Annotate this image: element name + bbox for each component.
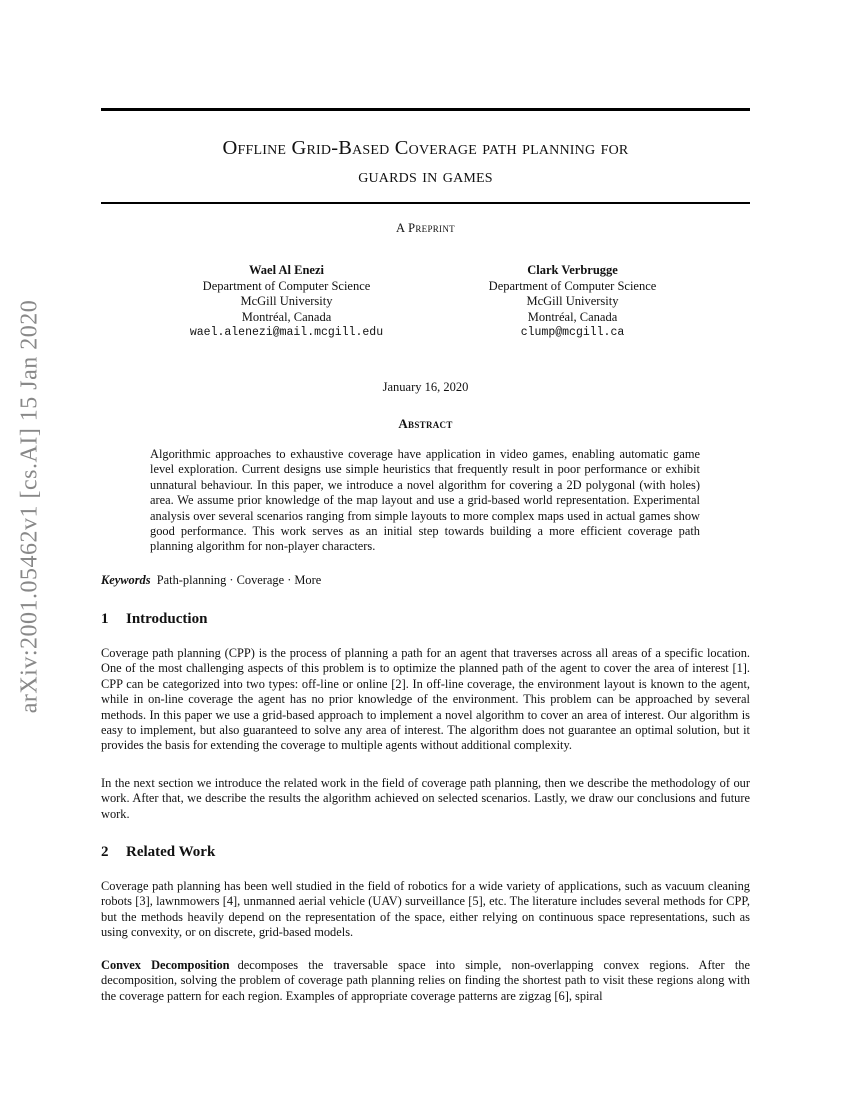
- section-title: Related Work: [126, 844, 216, 860]
- author-university: McGill University: [526, 294, 619, 308]
- convex-decomposition-paragraph: [101, 958, 750, 1004]
- author-block-1: [170, 263, 403, 341]
- title-line-2: guards in games: [358, 165, 493, 187]
- author-department: Department of Computer Science: [488, 278, 657, 293]
- paper-title: [101, 134, 750, 190]
- intro-paragraph-1: Coverage path planning (CPP) is the process of planning a path for an agent that traverses across all areas of a specific location. One of the most challenging aspects of this problem is to optimize the planned path of the agent to cover the area of interest [1]. CPP can be categorized into two types: off-line or online [2]. In off-line coverage, the environment layout is known to the agent, while in on-line coverage the agent has no prior knowledge of the environment. This problem can be approached by several methods. In this paper we use a grid-based approach to implement a novel algorithm to cover an area of interest. Our algorithm is easy to implement, but also guaranteed to solve any area of interest. The algorithm does not guarantee an optimal solution, but it provides the basis for extending the coverage to multiple agents without additional complexity.: [101, 646, 750, 753]
- author-block-2: [456, 263, 689, 341]
- intro-paragraph-2: In the next section we introduce the related work in the field of coverage path planning, then we describe the methodology of our work. After that, we describe the results the algorithm achieved on selected scenarios. Lastly, we draw our conclusions and future work.: [101, 776, 750, 821]
- runin-text: decomposes the traversable space into simple, non-overlapping convex regions. After the decomposition, solving the problem of coverage path planning relies on finding the shortest path to visit these regions along with the coverage pattern for each region. Examples of appropriate coverage patterns are zigzag [6], spiral: [101, 958, 750, 1003]
- keywords-label: Keywords: [101, 573, 151, 587]
- section-heading-related-work: [101, 844, 215, 861]
- abstract-heading: Abstract: [398, 416, 453, 431]
- paper-date: January 16, 2020: [382, 380, 469, 394]
- author-email[interactable]: clump@mcgill.ca: [520, 326, 625, 339]
- author-location: Montréal, Canada: [527, 309, 618, 324]
- section-number: 1: [101, 611, 109, 627]
- arxiv-stamp-text: arXiv:2001.05462v1 [cs.AI] 15 Jan 2020: [16, 299, 43, 714]
- author-department: Department of Computer Science: [202, 278, 371, 293]
- preprint-label: A Preprint: [396, 221, 455, 235]
- author-email[interactable]: wael.alenezi@mail.mcgill.edu: [189, 326, 384, 339]
- title-line-1: Offline Grid-Based Coverage path planning for: [222, 137, 629, 159]
- section-title: Introduction: [126, 611, 208, 627]
- author-university: McGill University: [240, 294, 333, 308]
- author-location: Montréal, Canada: [241, 309, 332, 324]
- keywords-text: Path-planning · Coverage · More: [156, 573, 322, 587]
- keywords-line: [101, 573, 750, 588]
- title-rule-bottom: [101, 202, 750, 204]
- runin-heading: Convex Decomposition: [101, 958, 230, 972]
- abstract-text: Algorithmic approaches to exhaustive coverage have application in video games, enabling automatic game level exploration. Current designs use simple heuristics that frequently result in poor performance or exhibit unnatural behaviour. In this paper, we introduce a novel algorithm for covering a 2D polygonal (with holes) area. We assume prior knowledge of the map layout and use a grid-based world representation. Experimental analysis over several scenarios ranging from simple layouts to more complex maps used in actual games show good performance. This work serves as an initial step towards building a more efficient coverage path planning algorithm for non-player characters.: [150, 447, 700, 554]
- related-work-paragraph-1: Coverage path planning has been well studied in the field of robotics for a wide variety of applications, such as vacuum cleaning robots [3], lawnmowers [4], unmanned aerial vehicle (UAV) surveillance [5], etc. The literature includes several methods for CPP, but the methods heavily depend on the representation of the space, either relying on continuous space representations, such as using convexity, or on discrete, grid-based models.: [101, 879, 750, 940]
- arxiv-stamp: [4, 283, 56, 730]
- section-heading-introduction: [101, 611, 207, 628]
- author-name: Wael Al Enezi: [249, 263, 324, 277]
- title-rule-top: [101, 108, 750, 111]
- author-name: Clark Verbrugge: [527, 263, 618, 277]
- section-number: 2: [101, 844, 109, 860]
